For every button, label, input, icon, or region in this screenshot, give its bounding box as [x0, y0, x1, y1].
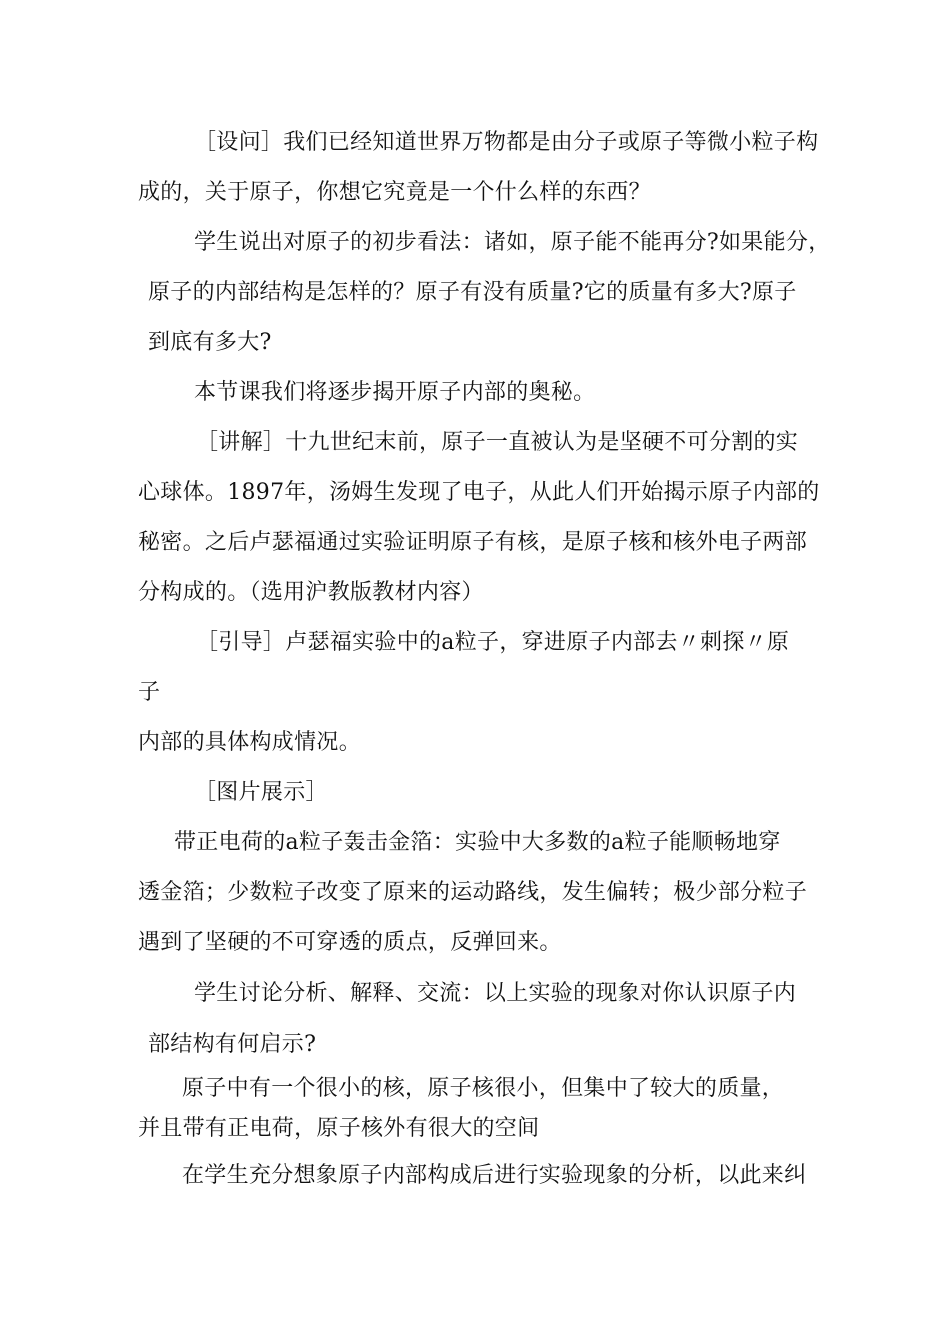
guidance-paragraph-line-2: 子 — [138, 680, 161, 705]
explanation-paragraph-line-1: ［讲解］十九世纪末前，原子一直被认为是坚硬不可分割的实 — [196, 430, 799, 455]
picture-display-heading: ［图片展示］ — [194, 780, 328, 805]
explanation-paragraph-line-2: 心球体。1897年，汤姆生发现了电子，从此人们开始揭示原子内部的 — [138, 480, 820, 505]
explanation-paragraph-line-4: 分构成的。（选用沪教版教材内容） — [138, 580, 484, 605]
experiment-paragraph-line-3: 遇到了坚硬的不可穿透的质点，反弹回来。 — [138, 930, 562, 955]
lesson-intro-line: 本节课我们将逐步揭开原子内部的奥秘。 — [194, 380, 596, 405]
student-views-line-1: 学生说出对原子的初步看法：诸如，原子能不能再分?如果能分， — [194, 230, 831, 255]
question-paragraph-line-2: 成的，关于原子，你想它究竟是一个什么样的东西？ — [138, 180, 651, 205]
explanation-paragraph-line-3: 秘密。之后卢瑟福通过实验证明原子有核，是原子核和核外电子两部 — [138, 530, 808, 555]
conclusion-paragraph-line-2: 并且带有正电荷，原子核外有很大的空间 — [138, 1116, 540, 1141]
experiment-paragraph-line-1: 带正电荷的a粒子轰击金箔：实验中大多数的a粒子能顺畅地穿 — [174, 830, 781, 855]
discussion-paragraph-line-2: 部结构有何启示? — [148, 1032, 317, 1057]
guidance-paragraph-line-1: ［引导］卢瑟福实验中的a粒子，穿进原子内部去〃刺探〃原 — [196, 630, 790, 655]
question-paragraph-line-1: ［设问］我们已经知道世界万物都是由分子或原子等微小粒子构 — [194, 130, 819, 155]
student-views-line-2: 原子的内部结构是怎样的？原子有没有质量?它的质量有多大?原子 — [148, 280, 797, 305]
conclusion-paragraph-line-1: 原子中有一个很小的核，原子核很小，但集中了较大的质量， — [182, 1076, 785, 1101]
analysis-paragraph-line-1: 在学生充分想象原子内部构成后进行实验现象的分析，以此来纠 — [182, 1163, 807, 1188]
guidance-paragraph-line-3: 内部的具体构成情况。 — [138, 730, 362, 755]
experiment-paragraph-line-2: 透金箔；少数粒子改变了原来的运动路线，发生偏转；极少部分粒子 — [138, 880, 808, 905]
discussion-paragraph-line-1: 学生讨论分析、解释、交流：以上实验的现象对你认识原子内 — [194, 981, 797, 1006]
student-views-line-3: 到底有多大? — [148, 330, 272, 355]
